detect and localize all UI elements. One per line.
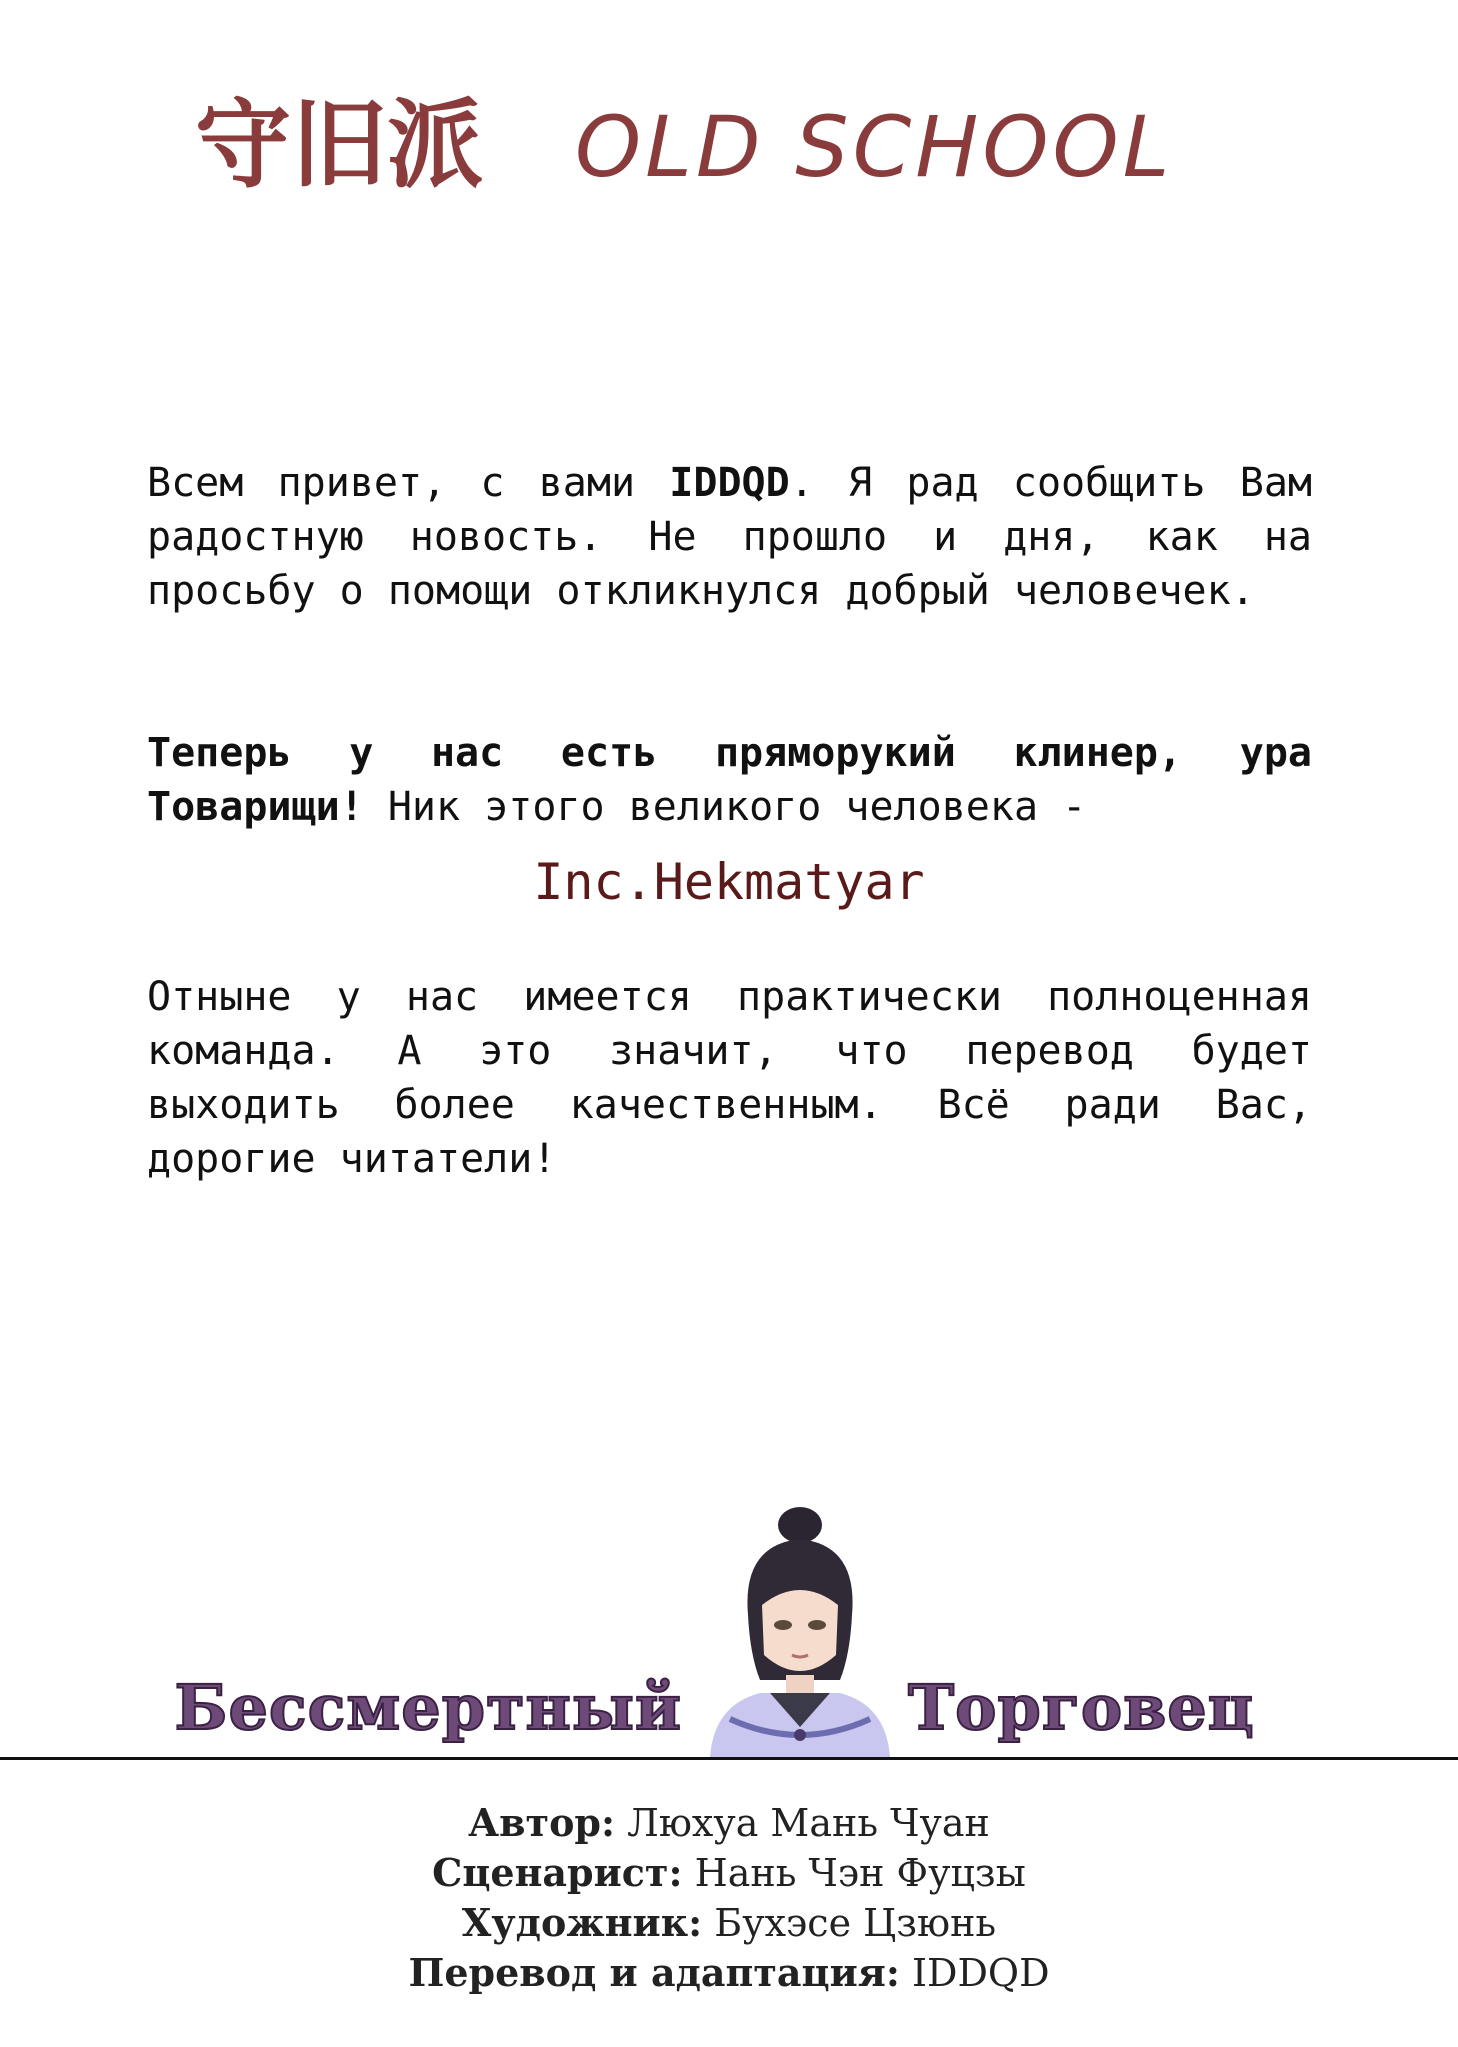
- credit-artist: [0, 1898, 1458, 1948]
- credit-role: Автор:: [468, 1800, 616, 1845]
- divider: [0, 1757, 1458, 1760]
- translator-name: IDDQD: [669, 460, 790, 506]
- paragraph-team: Отныне у нас имеется практически полноценная команда. А это значит, что перевод будет выходить более качественным. Всё ради Вас, дорогие читатели!: [147, 974, 1312, 1182]
- title-left: Бессмертный: [174, 1671, 682, 1744]
- credit-value: Нань Чэн Фуцзы: [694, 1851, 1026, 1895]
- credit-role: Художник:: [461, 1900, 703, 1945]
- credit-value: Бухэсе Цзюнь: [714, 1901, 997, 1945]
- character-illustration: [700, 1505, 900, 1757]
- greeting-news: . Я рад сообщить Вам радостную новость. Не прошло и дня, как на просьбу о помощи откликнулся добрый человечек.: [147, 460, 1313, 614]
- credits: [0, 1798, 1458, 1998]
- credit-scriptwriter: [0, 1848, 1458, 1898]
- credit-author: [0, 1798, 1458, 1848]
- paragraph-greeting: [147, 456, 1312, 618]
- credit-value: IDDQD: [911, 1951, 1050, 1995]
- logo-english: OLD SCHOOL: [575, 98, 1174, 196]
- cleaner-announcement: Теперь у нас есть пряморукий клинер, ура Товарищи!: [147, 730, 1312, 830]
- cleaner-nickname: Inc.Hekmatyar: [533, 853, 925, 911]
- nick-intro: Ник этого великого человека -: [363, 784, 1087, 830]
- logo-chinese: 守旧派: [195, 89, 483, 201]
- greeting-text: Всем привет, с вами: [147, 460, 670, 506]
- credit-role: Сценарист:: [432, 1850, 683, 1895]
- credit-translation: [0, 1948, 1458, 1998]
- title-right: Торговец: [908, 1671, 1255, 1744]
- paragraph-cleaner: [147, 726, 1312, 834]
- credit-value: Люхуа Мань Чуан: [627, 1801, 990, 1845]
- credit-role: Перевод и адаптация:: [408, 1950, 900, 1995]
